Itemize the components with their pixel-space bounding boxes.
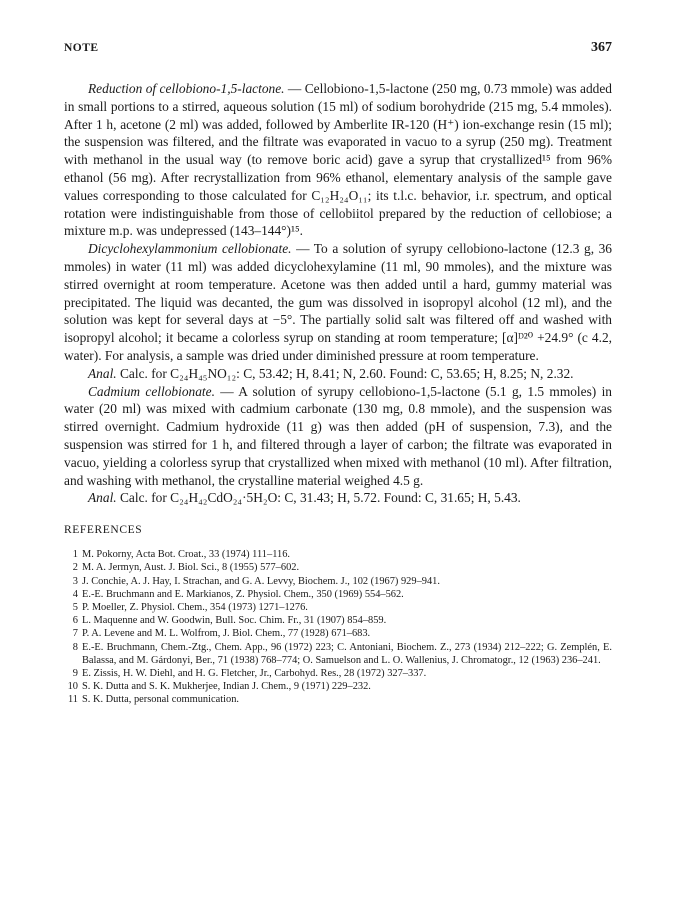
reference-item (64, 641, 612, 667)
reference-item (64, 588, 612, 601)
journal-page (64, 40, 612, 707)
reference-text: E. Zissis, H. W. Diehl, and H. G. Fletcher, Jr., Carbohyd. Res., 28 (1972) 327–337. (82, 667, 427, 679)
paragraph-analysis-2 (64, 489, 612, 507)
paragraph-heading: Anal. (88, 490, 117, 506)
reference-number: 8 (72, 641, 78, 653)
reference-number: 6 (72, 615, 78, 627)
reference-text: E.-E. Bruchmann and E. Markianos, Z. Physiol. Chem., 350 (1969) 554–562. (82, 588, 404, 600)
paragraph-text: — Cellobiono-1,5-lactone (250 mg, 0.73 mmole) was added in small portions to a stirred, aqueous solution (15 ml) of sodium borohydride (215 mg, 5.4 mmoles). After 1 h, acetone (2 ml) was added, followed by Amberlite IR-120 (H⁺) ion-exchange resin (15 ml); the suspension was filtered, and the filtrate was evaporated in vacuo to a syrup (250 mg). Treatment with methanol in the usual way (to remove boric acid) gave a syrup that crystallized¹⁵ from 96% ethanol (56 mg). After recrystallization from 96% ethanol, elementary analysis of the sample gave values corresponding to those calculated for C₁₂H₂₄O₁₁; its t.l.c. behavior, i.r. spectrum, and optical rotation were indistinguishable from those of cellobiitol prepared by the reduction of cellobiose; a mixture m.p. was undepressed (143–144°)¹⁵. (64, 81, 612, 239)
reference-item (64, 561, 612, 574)
reference-number: 5 (72, 601, 78, 613)
reference-text: P. A. Levene and M. L. Wolfrom, J. Biol. Chem., 77 (1928) 671–683. (82, 628, 371, 640)
reference-number: 3 (72, 575, 78, 587)
paragraph-heading: Reduction of cellobiono-1,5-lactone. (88, 81, 285, 96)
reference-number: 2 (72, 562, 78, 574)
paragraph-cadmium (64, 383, 612, 490)
reference-text: M. A. Jermyn, Aust. J. Biol. Sci., 8 (1955) 577–602. (82, 562, 300, 574)
reference-item (64, 614, 612, 627)
reference-text: P. Moeller, Z. Physiol. Chem., 354 (1973) 1271–1276. (82, 601, 308, 613)
reference-text: M. Pokorny, Acta Bot. Croat., 33 (1974) 111–116. (82, 549, 290, 561)
reference-item (64, 575, 612, 588)
reference-number: 1 (72, 549, 78, 561)
paragraph-text: Calc. for C₂₄H₄₅NO₁₂: C, 53.42; H, 8.41; N, 2.60. Found: C, 53.65; H, 8.25; N, 2.32. (116, 365, 574, 381)
reference-item (64, 601, 612, 614)
paragraph-reduction (64, 80, 612, 240)
reference-text: J. Conchie, A. J. Hay, I. Strachan, and G. A. Levvy, Biochem. J., 102 (1967) 929–941. (82, 575, 440, 587)
paragraph-text: — To a solution of syrupy cellobiono-lactone (12.3 g, 36 mmoles) in water (11 ml) was added dicyclohexylamine (11 ml, 90 mmoles), and the mixture was stirred overnight at room temperature. Acetone was then added until a hard, gummy material was precipitated. The liquid was decanted, the gum was dissolved in isopropyl alcohol (12 ml), and the solution was kept for several days at −5°. The partially solid salt was filtered off and washed with isopropyl alcohol; it became a colorless syrup on standing at room temperature; [α]ᴰ²⁰ +24.9° (c 4.2, water). For analysis, a sample was dried under diminished pressure at room temperature. (64, 241, 612, 363)
reference-text: S. K. Dutta and S. K. Mukherjee, Indian J. Chem., 9 (1971) 229–232. (82, 681, 371, 693)
paragraph-heading: Anal. (88, 365, 117, 381)
paragraph-dicyclohexylammonium (64, 240, 612, 365)
reference-text: S. K. Dutta, personal communication. (82, 694, 239, 706)
paragraph-text: Calc. for C₂₄H₄₂CdO₂₄·5H₂O: C, 31.43; H, 5.72. Found: C, 31.65; H, 5.43. (116, 490, 521, 506)
reference-item (64, 548, 612, 561)
reference-item (64, 667, 612, 680)
reference-item (64, 693, 612, 706)
reference-item (64, 627, 612, 640)
running-header (64, 40, 612, 60)
references-heading: REFERENCES (64, 524, 143, 537)
reference-number: 4 (72, 588, 78, 600)
paragraph-analysis-1 (64, 365, 612, 383)
page-number: 367 (591, 40, 612, 55)
section-label: NOTE (64, 42, 99, 54)
reference-number: 11 (67, 694, 78, 706)
reference-text: L. Maquenne and W. Goodwin, Bull. Soc. Chim. Fr., 31 (1907) 854–859. (82, 615, 387, 627)
paragraph-heading: Cadmium cellobionate. (88, 383, 215, 399)
reference-item (64, 680, 612, 693)
references-list (64, 548, 612, 706)
reference-number: 9 (72, 667, 78, 679)
paragraph-text: — A solution of syrupy cellobiono-1,5-lactone (5.1 g, 1.5 mmoles) in water (20 ml) was mixed with cadmium carbonate (130 mg, 0.8 mmole), and the suspension was stirred overnight. Cadmium hydroxide (11 g) was then added (pH of suspension, 7.3), and the suspension was stirred for 1 h, and filtered through a layer of carbon; the filtrate was evaporated in vacuo, yielding a colorless syrup that crystallized when mixed with methanol (10 ml). After filtration, and washing with methanol, the crystalline material weighed 4.5 g. (64, 383, 613, 488)
reference-number: 10 (67, 681, 78, 693)
paragraph-heading: Dicyclohexylammonium cellobionate. (88, 241, 292, 257)
reference-number: 7 (72, 628, 78, 640)
reference-text: E.-E. Bruchmann, Chem.-Ztg., Chem. App., 96 (1972) 223; C. Antoniani, Biochem. Z., 273 (1934) 212–222; G. Zemplén, E. Balassa, and M. Gárdonyi, Ber., 71 (1938) 768–774; O. Samuelson and L. O. Wallenius, J. Chromatogr., 12 (1963) 236–241. (82, 641, 612, 666)
